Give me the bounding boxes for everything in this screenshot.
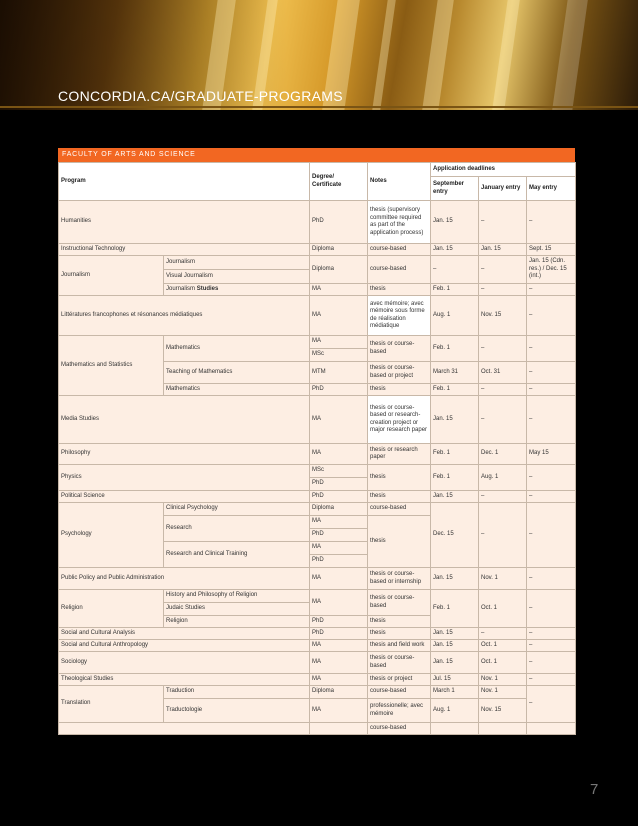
program-name: Social and Cultural Analysis [59,628,310,640]
header-sept: September entry [431,177,479,201]
jan-deadline: – [479,336,527,362]
notes: thesis or course-based [368,652,431,674]
jan-deadline: – [479,384,527,396]
notes: thesis [368,465,431,491]
sub-program: Teaching of Mathematics [164,362,310,384]
sept-deadline: Feb. 1 [431,384,479,396]
notes: thesis (supervisory committee required as part of the application process) [368,201,431,244]
sub-program: History and Philosophy of Religion [164,590,310,603]
table-row [59,640,576,652]
program-name: Instructional Technology [59,244,310,256]
sub-program: Mathematics [164,336,310,362]
notes: thesis or course-based or internship [368,568,431,590]
notes: thesis or course-based or project [368,362,431,384]
notes: thesis or course-based [368,336,431,362]
degree: MA [310,699,368,723]
faculty-title: FACULTY OF ARTS AND SCIENCE [58,148,575,162]
may-deadline: – [527,336,576,362]
degree: PhD [310,478,368,491]
sept-deadline: Jan. 15 [431,491,479,503]
may-deadline: – [527,503,576,568]
sept-deadline: Jan. 15 [431,652,479,674]
program-name: Political Science [59,491,310,503]
site-url[interactable]: CONCORDIA.CA/GRADUATE-PROGRAMS [58,88,343,104]
sub-program: Visual Journalism [164,270,310,284]
notes: thesis or course-based or research-creation project or major research paper [368,396,431,444]
program-name: Philosophy [59,444,310,465]
program-name: Journalism [59,256,164,296]
notes: course-based [368,686,431,699]
sept-deadline: Feb. 1 [431,284,479,296]
sept-deadline: Jan. 15 [431,628,479,640]
sept-deadline: March 1 [431,686,479,699]
notes: course-based [368,256,431,284]
jan-deadline: – [479,491,527,503]
degree: MA [310,336,368,349]
may-deadline: – [527,640,576,652]
page-number: 7 [590,781,599,798]
may-deadline: – [527,652,576,674]
sept-deadline: Jan. 15 [431,244,479,256]
jan-deadline: Aug. 1 [479,465,527,491]
jan-deadline: Nov. 15 [479,699,527,723]
program-name: Sociology [59,652,310,674]
program-name: Physics [59,465,310,491]
may-deadline: – [527,362,576,384]
jan-deadline: Nov. 15 [479,296,527,336]
jan-deadline: Oct. 1 [479,590,527,628]
notes: thesis or research paper [368,444,431,465]
sept-deadline: Jul. 15 [431,674,479,686]
degree: PhD [310,616,368,628]
degree: Diploma [310,244,368,256]
degree: MTM [310,362,368,384]
sub-program: Traduction [164,686,310,699]
degree [310,723,368,735]
sept-deadline: Feb. 1 [431,590,479,628]
sept-deadline: Jan. 15 [431,201,479,244]
degree: PhD [310,491,368,503]
degree: MA [310,396,368,444]
program-name: Littératures francophones et résonances médiatiques [59,296,310,336]
header-banner [0,0,638,110]
degree: MA [310,296,368,336]
sept-deadline: Jan. 15 [431,396,479,444]
notes: thesis or project [368,674,431,686]
table-row [59,444,576,465]
degree: PhD [310,628,368,640]
table-row [59,465,576,478]
may-deadline: – [527,201,576,244]
table-row [59,503,576,516]
notes: thesis [368,628,431,640]
notes: course-based [368,723,431,735]
degree: PhD [310,201,368,244]
may-deadline: – [527,674,576,686]
degree: MA [310,284,368,296]
degree: MA [310,590,368,616]
may-deadline: – [527,590,576,628]
header-may: May entry [527,177,576,201]
sept-deadline: Aug. 1 [431,296,479,336]
header-deadlines: Application deadlines [431,163,576,177]
sept-deadline: Jan. 15 [431,640,479,652]
program-name: Psychology [59,503,164,568]
table-row [59,491,576,503]
table-row [59,686,576,699]
degree: Diploma [310,503,368,516]
sub-program: Judaic Studies [164,603,310,616]
header-program: Program [59,163,310,201]
sept-deadline: Feb. 1 [431,465,479,491]
program-name: Public Policy and Public Administration [59,568,310,590]
may-deadline: May 15 [527,444,576,465]
table-row [59,201,576,244]
table-row [59,723,576,735]
jan-deadline: – [479,396,527,444]
degree: MSc [310,465,368,478]
jan-deadline: Nov. 1 [479,686,527,699]
degree: MA [310,542,368,555]
degree: MA [310,516,368,529]
sept-deadline: Feb. 1 [431,444,479,465]
jan-deadline: Oct. 1 [479,652,527,674]
degree: PhD [310,529,368,542]
program-name: Humanities [59,201,310,244]
sept-deadline: Feb. 1 [431,336,479,362]
may-deadline: – [527,284,576,296]
sub-program: Religion [164,616,310,628]
notes: professionelle; avec mémoire [368,699,431,723]
sub-program-bold: Studies [196,285,219,292]
jan-deadline: – [479,256,527,284]
header-degree: Degree/ Certificate [310,163,368,201]
jan-deadline: – [479,201,527,244]
sept-deadline: Jan. 15 [431,568,479,590]
sept-deadline: March 31 [431,362,479,384]
program-name: Social and Cultural Anthropology [59,640,310,652]
may-deadline: – [527,396,576,444]
jan-deadline: Nov. 1 [479,568,527,590]
may-deadline: – [527,568,576,590]
sept-deadline: – [431,256,479,284]
may-deadline: Jan. 15 (Cdn. res.) / Dec. 15 (int.) [527,256,576,284]
may-deadline: – [527,465,576,491]
program-name: Mathematics and Statistics [59,336,164,396]
may-deadline: – [527,628,576,640]
programs-table [58,162,576,735]
may-deadline: – [527,384,576,396]
table-row [59,590,576,603]
jan-deadline: Dec. 1 [479,444,527,465]
degree: Diploma [310,256,368,284]
jan-deadline: – [479,503,527,568]
jan-deadline: Jan. 15 [479,244,527,256]
notes: thesis [368,384,431,396]
header-notes: Notes [368,163,431,201]
degree: MA [310,652,368,674]
table-row [59,256,576,270]
degree: MSc [310,349,368,362]
jan-deadline [479,723,527,735]
table-header-row [59,163,576,177]
table-row [59,296,576,336]
program-name: Theological Studies [59,674,310,686]
may-deadline [527,723,576,735]
sub-program [164,284,310,296]
sub-program: Clinical Psychology [164,503,310,516]
table-row [59,628,576,640]
sub-program: Research [164,516,310,542]
notes: thesis [368,516,431,568]
jan-deadline: Nov. 1 [479,674,527,686]
sub-program: Mathematics [164,384,310,396]
sept-deadline: Dec. 15 [431,503,479,568]
notes: thesis [368,491,431,503]
jan-deadline: Oct. 1 [479,640,527,652]
program-name: Religion [59,590,164,628]
degree: MA [310,640,368,652]
notes: avec mémoire; avec mémoire sous forme de réalisation médiatique [368,296,431,336]
table-row [59,652,576,674]
may-deadline: – [527,686,576,723]
may-deadline: Sept. 15 [527,244,576,256]
degree: PhD [310,555,368,568]
notes: course-based [368,244,431,256]
table-row [59,674,576,686]
jan-deadline: – [479,628,527,640]
degree: MA [310,674,368,686]
header-jan: January entry [479,177,527,201]
notes: thesis or course-based [368,590,431,616]
table-row [59,336,576,349]
program-name: Translation [59,686,164,723]
jan-deadline: Oct. 31 [479,362,527,384]
sub-program: Research and Clinical Training [164,542,310,568]
sept-deadline: Aug. 1 [431,699,479,723]
sub-program: Journalism [164,256,310,270]
degree: PhD [310,384,368,396]
sub-program: Traductologie [164,699,310,723]
table-row [59,396,576,444]
may-deadline: – [527,491,576,503]
notes: thesis [368,284,431,296]
table-row [59,568,576,590]
notes: course-based [368,503,431,516]
program-name [59,723,310,735]
degree: MA [310,444,368,465]
notes: thesis [368,616,431,628]
program-name: Media Studies [59,396,310,444]
degree: MA [310,568,368,590]
table-row [59,244,576,256]
sept-deadline [431,723,479,735]
jan-deadline: – [479,284,527,296]
sub-program-prefix: Journalism [166,285,196,292]
may-deadline: – [527,296,576,336]
degree: Diploma [310,686,368,699]
notes: thesis and field work [368,640,431,652]
